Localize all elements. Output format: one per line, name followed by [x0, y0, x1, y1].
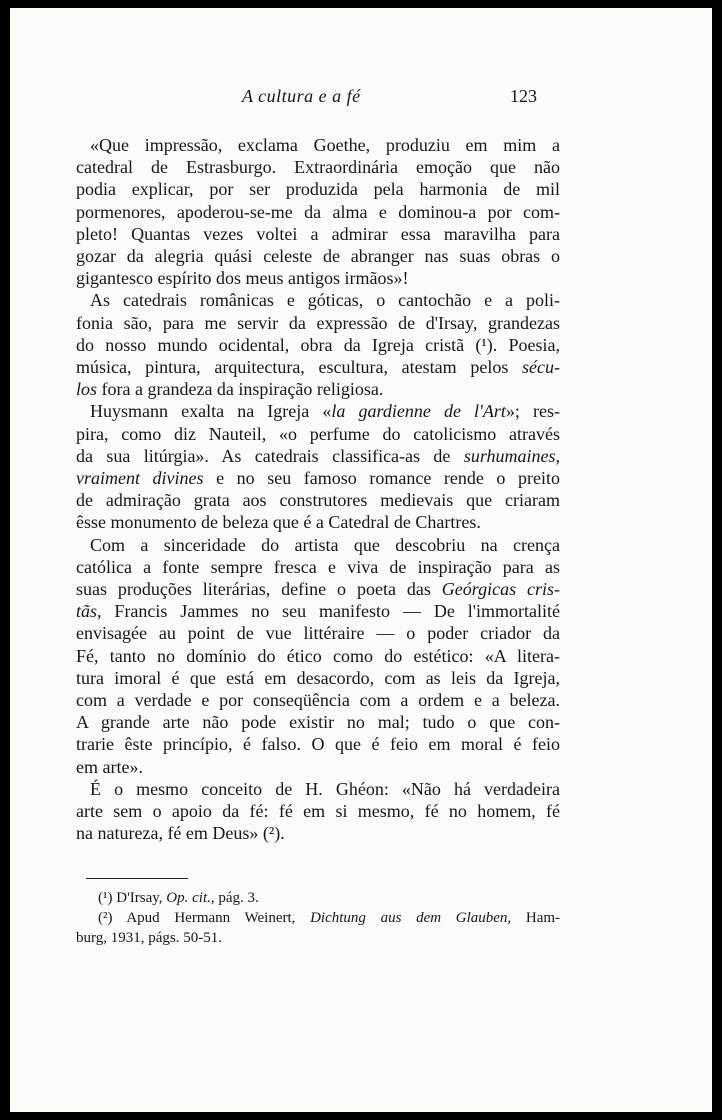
text-span: fora a grandeza da inspiração religiosa. [101, 379, 384, 400]
text-span: e no seu famoso romance rende o preito [203, 468, 560, 489]
footnote-2-continued: burg, 1931, págs. 50-51. [76, 930, 222, 946]
running-title: A cultura e a fé [242, 86, 361, 106]
text-span: , pág. 3. [210, 890, 259, 906]
text-span: da sua litúrgia». As catedrais classifica-as de [76, 445, 464, 466]
text-line: Fé, tanto no domínio do ético como do estético: «A litera- [76, 645, 560, 666]
italic-text: tãs, [76, 601, 102, 622]
italic-text: la gardienne de l'Art [331, 401, 506, 422]
text-line: trarie êste princípio, é falso. O que é feio em moral é feio [76, 734, 560, 755]
text-line: pira, como diz Nauteil, «o perfume do catolicismo através [76, 423, 560, 444]
text-line [76, 467, 560, 489]
book-page [10, 8, 712, 1112]
text-line [76, 356, 560, 378]
text-line: católica a fonte sempre fresca e viva de inspiração para as [76, 556, 560, 577]
italic-text: Geórgicas cris- [441, 579, 560, 600]
text-line: fonia são, para me servir da expressão de d'Irsay, grandezas [76, 312, 560, 333]
text-line [76, 445, 560, 467]
text-line: com a verdade e por conseqüência com a ordem e a beleza. [76, 690, 560, 711]
text-line: É o mesmo conceito de H. Ghéon: «Não há verdadeira [90, 778, 560, 799]
paragraph-catedrais [76, 289, 560, 400]
paragraph-huysmann [76, 400, 560, 533]
text-line: pleto! Quantas vezes voltei a admirar essa maravilha para [76, 223, 560, 244]
italic-text: Dichtung aus dem Glauben, [310, 910, 512, 926]
text-line: podia explicar, por ser produzida pela harmonia de mil [76, 179, 560, 200]
italic-text: vraiment divines [76, 468, 204, 489]
text-span: (¹) D'Irsay, [98, 890, 167, 906]
text-line: catedral de Estrasburgo. Extraordinária emoção que não [76, 157, 560, 178]
text-line: de admiração grata aos construtores medievais que criaram [76, 490, 560, 511]
text-line: em arte». [76, 756, 143, 777]
text-line: A grande arte não pode existir no mal; tudo o que con- [76, 712, 560, 733]
text-line [76, 378, 560, 400]
text-line: na natureza, fé em Deus» (²). [76, 823, 285, 844]
text-span: »; res- [505, 401, 561, 422]
text-line: tura imoral é que está em desacordo, com as leis da Igreja, [76, 667, 560, 688]
text-line: «Que impressão, exclama Goethe, produziu em mim a [90, 135, 560, 155]
text-line: do nosso mundo ocidental, obra da Igreja cristã (¹). Poesia, [76, 334, 560, 355]
text-line: Com a sinceridade do artista que descobriu na crença [90, 534, 560, 555]
italic-text: surhumaines, [463, 445, 560, 466]
text-line [76, 400, 560, 422]
footnotes [76, 888, 560, 948]
text-line: arte sem o apoio da fé: fé em si mesmo, fé no homem, fé [76, 801, 560, 822]
text-line: pormenores, apoderou-se-me da alma e dominou-a por com- [76, 201, 560, 222]
text-line: gozar da alegria quási celeste de abranger nas suas obras o [76, 246, 560, 267]
italic-text: los [76, 379, 98, 400]
footnote-separator [86, 878, 188, 879]
text-line [76, 578, 560, 600]
italic-text: sécu- [522, 357, 560, 378]
text-span: (²) Apud Hermann Weinert, [98, 910, 311, 926]
footnote-2 [76, 908, 560, 928]
text-line: As catedrais românicas e góticas, o cantochão e a poli- [90, 290, 560, 311]
text-span: Ham- [511, 910, 561, 926]
page-header [10, 86, 712, 110]
paragraph-goethe-quote [76, 134, 560, 289]
text-line [76, 600, 560, 622]
body-text [76, 134, 560, 845]
text-span: música, pintura, arquitectura, escultura, atestam pelos [76, 357, 523, 378]
paragraph-gheon [76, 778, 560, 845]
page-number: 123 [510, 86, 537, 106]
text-line: êsse monumento de beleza que é a Catedral de Chartres. [76, 512, 481, 533]
text-line: gigantesco espírito dos meus antigos irmãos»! [76, 268, 409, 289]
italic-text: Op. cit. [166, 890, 211, 906]
footnote-1 [76, 888, 560, 908]
text-span: suas produções literárias, define o poeta das [76, 579, 442, 600]
text-span: Francis Jammes no seu manifesto — De l'immortalité [101, 601, 560, 622]
text-span: Huysmann exalta na Igreja « [90, 401, 332, 422]
text-line: envisagée au point de vue littéraire — o poder criador da [76, 623, 560, 644]
paragraph-jammes [76, 534, 560, 778]
